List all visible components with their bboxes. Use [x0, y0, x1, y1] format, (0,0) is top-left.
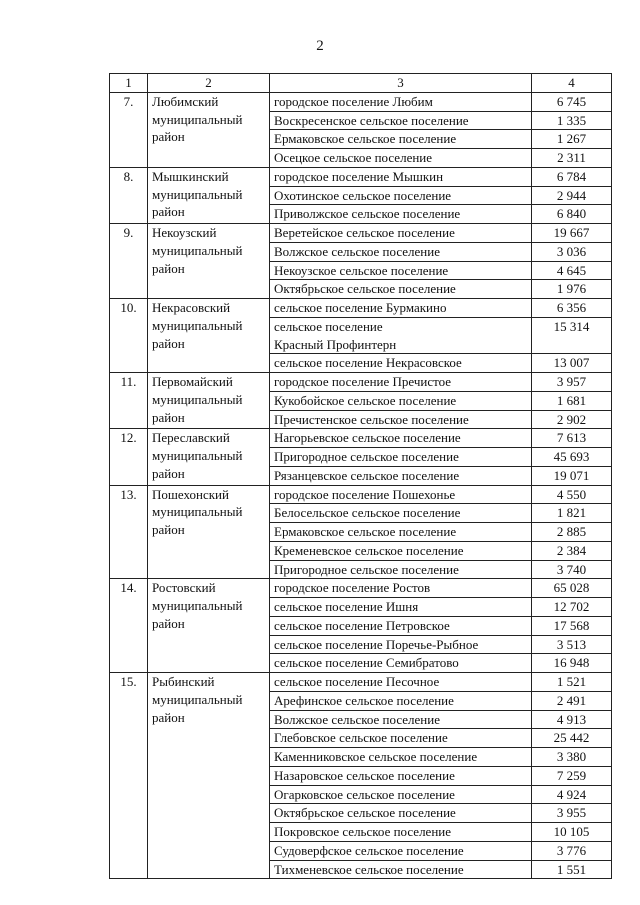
- population-value: 2 491: [532, 691, 612, 710]
- settlement-name-line: Красный Профинтерн: [274, 336, 397, 352]
- population-value: 1 335: [532, 111, 612, 130]
- settlement-name-line: Волжское сельское поселение: [274, 711, 440, 727]
- row-number: 9.: [110, 224, 148, 299]
- district-name-line: муниципальный: [152, 317, 243, 333]
- settlement-name-line: Октябрьское сельское поселение: [274, 805, 456, 821]
- row-number: 11.: [110, 373, 148, 429]
- settlement-name-line: Судоверфское сельское поселение: [274, 842, 464, 858]
- population-value: 17 568: [532, 616, 612, 635]
- settlement-name-line: Белосельское сельское поселение: [274, 505, 461, 521]
- population-value: 2 384: [532, 541, 612, 560]
- population-value: 25 442: [532, 729, 612, 748]
- settlement-name-line: Пречистенское сельское поселение: [274, 411, 469, 427]
- settlement-name-line: Назаровское сельское поселение: [274, 767, 455, 783]
- population-value: 7 613: [532, 429, 612, 448]
- district-name: [148, 299, 270, 373]
- settlement-name: [270, 280, 532, 299]
- district-name-line: Некрасовский: [152, 300, 231, 315]
- district-name-line: муниципальный: [152, 186, 243, 202]
- population-value: 3 036: [532, 242, 612, 261]
- settlement-name: [270, 841, 532, 860]
- settlement-name: [270, 317, 532, 354]
- header-cell-2: 2: [148, 74, 270, 93]
- table-row: [110, 92, 612, 111]
- settlement-name: [270, 560, 532, 579]
- settlement-name: [270, 429, 532, 448]
- district-name-line: район: [152, 335, 185, 351]
- settlement-name: [270, 242, 532, 261]
- settlement-name-line: городское поселение Любим: [274, 93, 433, 109]
- settlement-name: [270, 691, 532, 710]
- settlement-name: [270, 729, 532, 748]
- settlement-name: [270, 579, 532, 598]
- district-name-line: район: [152, 709, 185, 725]
- settlement-name: [270, 410, 532, 429]
- population-value: 3 380: [532, 748, 612, 767]
- settlement-name: [270, 130, 532, 149]
- settlement-name-line: Кременевское сельское поселение: [274, 542, 464, 558]
- header-cell-1: 1: [110, 74, 148, 93]
- row-number: 15.: [110, 673, 148, 879]
- settlement-name: [270, 391, 532, 410]
- table-row: [110, 673, 612, 692]
- settlement-name-line: Рязанцевское сельское поселение: [274, 467, 460, 483]
- settlement-name: [270, 111, 532, 130]
- settlement-name-line: Ермаковское сельское поселение: [274, 131, 457, 147]
- district-name-line: муниципальный: [152, 598, 243, 613]
- settlement-name-line: Кукобойское сельское поселение: [274, 392, 457, 408]
- settlement-name: [270, 541, 532, 560]
- settlement-name: [270, 673, 532, 692]
- district-name-line: район: [152, 409, 185, 425]
- settlement-name-line: Ермаковское сельское поселение: [274, 524, 457, 539]
- district-name-line: муниципальный: [152, 391, 243, 407]
- population-value: 2 885: [532, 523, 612, 542]
- district-name-line: Первомайский: [152, 374, 233, 389]
- district-name-line: Любимский: [152, 93, 219, 109]
- population-value: 3 776: [532, 841, 612, 860]
- settlement-name-line: городское поселение Пошехонье: [274, 486, 456, 502]
- settlement-name-line: Огарковское сельское поселение: [274, 786, 455, 802]
- settlement-name-line: сельское поселение Некрасовское: [274, 355, 462, 371]
- district-name-line: район: [152, 615, 185, 631]
- district-name-line: муниципальный: [152, 504, 243, 520]
- population-value: 4 550: [532, 485, 612, 504]
- settlement-name-line: городское поселение Мышкин: [274, 168, 444, 184]
- row-number: 12.: [110, 429, 148, 485]
- population-value: 1 521: [532, 673, 612, 692]
- settlement-name: [270, 523, 532, 542]
- settlement-name: [270, 354, 532, 373]
- settlement-name-line: городское поселение Ростов: [274, 580, 431, 596]
- settlement-name-line: Каменниковское сельское поселение: [274, 749, 478, 764]
- settlement-name: [270, 299, 532, 318]
- settlement-name: [270, 860, 532, 879]
- district-name-line: район: [152, 522, 185, 537]
- settlement-name: [270, 785, 532, 804]
- settlement-name-line: Глебовское сельское поселение: [274, 730, 448, 746]
- header-row: [110, 74, 612, 93]
- population-value: 2 944: [532, 186, 612, 205]
- district-name-line: район: [152, 204, 185, 220]
- district-name-line: муниципальный: [152, 242, 243, 258]
- table-row: [110, 167, 612, 186]
- settlement-name-line: Пригородное сельское поселение: [274, 561, 459, 577]
- settlement-name-line: Нагорьевское сельское поселение: [274, 430, 461, 446]
- population-value: 1 681: [532, 391, 612, 410]
- settlement-name: [270, 224, 532, 243]
- settlement-name-line: сельское поселение Петровское: [274, 617, 450, 633]
- settlement-name: [270, 748, 532, 767]
- district-name-line: район: [152, 129, 185, 145]
- district-name-line: район: [152, 465, 185, 481]
- district-name: [148, 167, 270, 223]
- population-value: 3 955: [532, 804, 612, 823]
- population-value: 1 551: [532, 860, 612, 879]
- row-number: 10.: [110, 299, 148, 373]
- population-value: 4 645: [532, 261, 612, 280]
- settlement-name: [270, 710, 532, 729]
- district-name-line: муниципальный: [152, 448, 243, 463]
- table-row: [110, 429, 612, 448]
- settlement-name: [270, 485, 532, 504]
- district-name: [148, 579, 270, 673]
- population-value: 10 105: [532, 823, 612, 842]
- header-cell-3: 3: [270, 74, 532, 93]
- population-value: 7 259: [532, 766, 612, 785]
- population-value: 1 267: [532, 130, 612, 149]
- settlement-name: [270, 205, 532, 224]
- population-value: 45 693: [532, 448, 612, 467]
- settlement-name-line: Пригородное сельское поселение: [274, 449, 459, 464]
- district-name-line: Ростовский: [152, 580, 216, 596]
- settlement-name: [270, 766, 532, 785]
- row-number: 7.: [110, 92, 148, 167]
- settlement-name-line: сельское поселение Песочное: [274, 674, 440, 689]
- settlement-name-line: сельское поселение Семибратово: [274, 655, 459, 671]
- district-name: [148, 429, 270, 485]
- district-name-line: Рыбинский: [152, 674, 215, 689]
- population-value: 3 740: [532, 560, 612, 579]
- population-value: 3 957: [532, 373, 612, 392]
- settlements-table: [109, 73, 612, 879]
- settlement-name: [270, 186, 532, 205]
- header-cell-4: 4: [532, 74, 612, 93]
- settlement-name-line: Веретейское сельское поселение: [274, 225, 455, 240]
- settlement-name-line: Осецкое сельское поселение: [274, 150, 433, 165]
- settlement-name: [270, 804, 532, 823]
- settlement-name-line: сельское поселение Бурмакино: [274, 300, 447, 315]
- settlement-name: [270, 616, 532, 635]
- population-value: 15 314: [532, 317, 612, 354]
- table-row: [110, 224, 612, 243]
- population-value: 2 902: [532, 410, 612, 429]
- settlement-name: [270, 373, 532, 392]
- settlement-name: [270, 598, 532, 617]
- district-name-line: район: [152, 260, 185, 276]
- population-value: 6 840: [532, 205, 612, 224]
- settlement-name: [270, 167, 532, 186]
- district-name-line: Пошехонский: [152, 486, 229, 502]
- population-value: 65 028: [532, 579, 612, 598]
- settlement-name: [270, 504, 532, 523]
- table-body: [110, 74, 612, 879]
- population-value: 19 071: [532, 466, 612, 485]
- district-name: [148, 485, 270, 579]
- population-value: 2 311: [532, 149, 612, 168]
- settlement-name: [270, 635, 532, 654]
- district-name-line: муниципальный: [152, 691, 243, 707]
- table-row: [110, 485, 612, 504]
- settlement-name: [270, 654, 532, 673]
- district-name-line: Некоузский: [152, 225, 217, 240]
- settlement-name: [270, 261, 532, 280]
- settlement-name: [270, 466, 532, 485]
- table-row: [110, 373, 612, 392]
- population-value: 6 784: [532, 167, 612, 186]
- population-value: 13 007: [532, 354, 612, 373]
- settlement-name-line: сельское поселение: [274, 318, 383, 334]
- district-name: [148, 373, 270, 429]
- settlement-name-line: Тихменевское сельское поселение: [274, 861, 464, 877]
- settlement-name-line: Волжское сельское поселение: [274, 243, 440, 259]
- settlement-name: [270, 149, 532, 168]
- population-value: 12 702: [532, 598, 612, 617]
- row-number: 13.: [110, 485, 148, 579]
- settlement-name-line: Приволжское сельское поселение: [274, 206, 461, 222]
- population-value: 3 513: [532, 635, 612, 654]
- district-name-line: Мышкинский: [152, 168, 229, 184]
- district-name-line: Переславский: [152, 430, 230, 446]
- population-value: 6 745: [532, 92, 612, 111]
- settlement-name-line: Некоузское сельское поселение: [274, 262, 449, 278]
- table-row: [110, 299, 612, 318]
- population-value: 4 924: [532, 785, 612, 804]
- district-name: [148, 224, 270, 299]
- settlement-name-line: сельское поселение Поречье-Рыбное: [274, 636, 479, 652]
- district-name: [148, 92, 270, 167]
- population-value: 1 821: [532, 504, 612, 523]
- settlement-name-line: Воскресенское сельское поселение: [274, 112, 469, 128]
- settlement-name: [270, 92, 532, 111]
- page-number: 2: [316, 38, 324, 54]
- settlement-name: [270, 448, 532, 467]
- settlement-name-line: Арефинское сельское поселение: [274, 692, 454, 708]
- population-value: 19 667: [532, 224, 612, 243]
- settlement-name-line: Охотинское сельское поселение: [274, 187, 452, 203]
- population-value: 4 913: [532, 710, 612, 729]
- settlement-name-line: Покровское сельское поселение: [274, 824, 452, 839]
- settlement-name-line: Октябрьское сельское поселение: [274, 281, 456, 297]
- population-value: 1 976: [532, 280, 612, 299]
- table-row: [110, 579, 612, 598]
- settlement-name: [270, 823, 532, 842]
- population-value: 16 948: [532, 654, 612, 673]
- settlement-name-line: городское поселение Пречистое: [274, 374, 452, 389]
- row-number: 14.: [110, 579, 148, 673]
- row-number: 8.: [110, 167, 148, 223]
- population-value: 6 356: [532, 299, 612, 318]
- district-name: [148, 673, 270, 879]
- settlement-name-line: сельское поселение Ишня: [274, 599, 419, 614]
- district-name-line: муниципальный: [152, 111, 243, 127]
